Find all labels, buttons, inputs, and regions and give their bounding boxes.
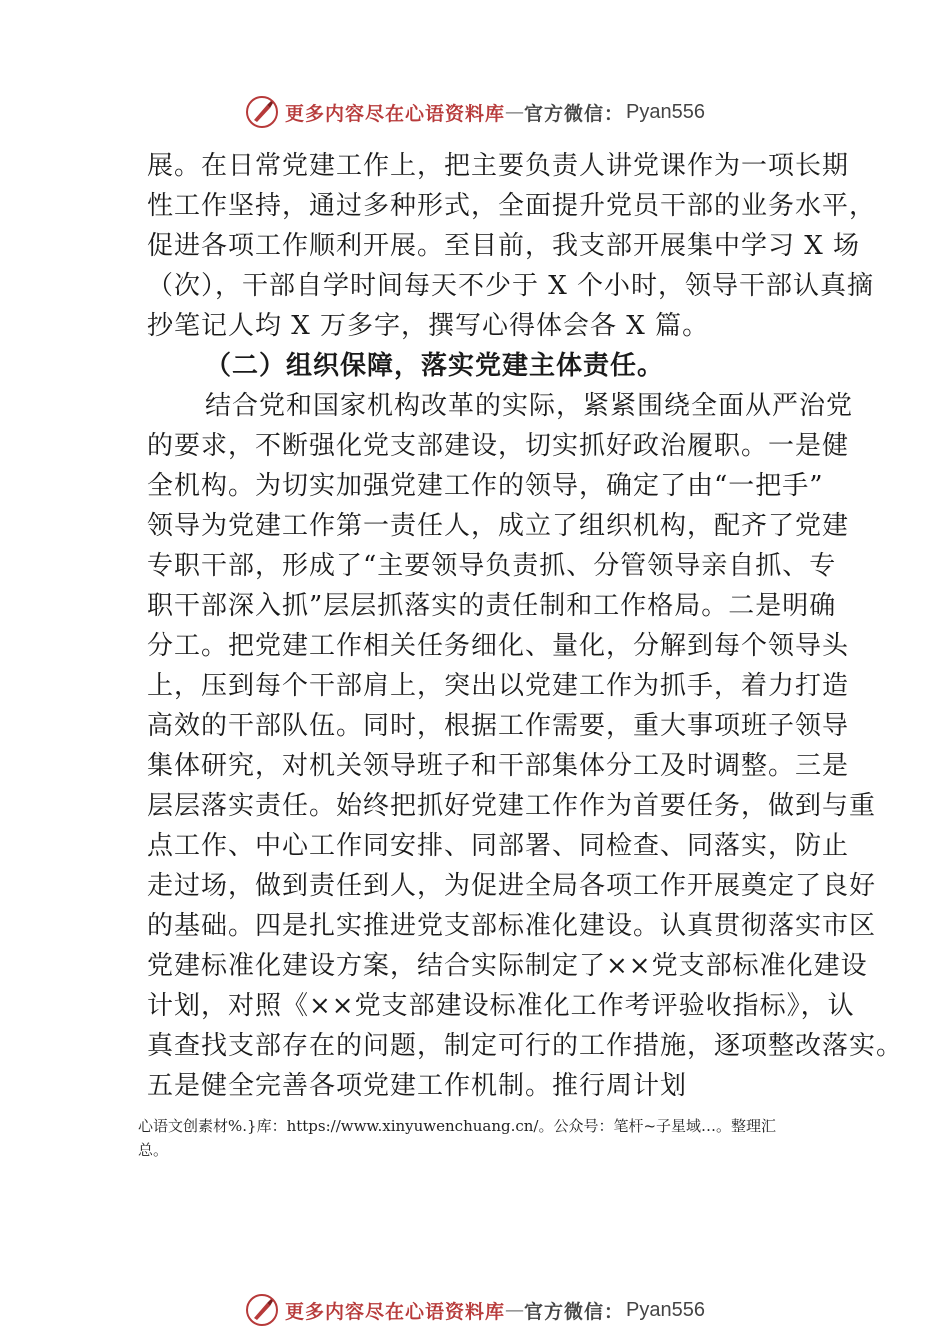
section-heading: （二）组织保障，落实党建主体责任。 [205, 351, 665, 381]
text-line: 计划，对照《××党支部建设标准化工作考评验收指标》，认 [147, 991, 855, 1021]
text-line: 高效的干部队伍。同时，根据工作需要，重大事项班子领导 [147, 711, 850, 741]
text-line: 专职干部，形成了“主要领导负责抓、分管领导亲自抓、专 [147, 551, 837, 581]
text-line: 展。在日常党建工作上，把主要负责人讲党课作为一项长期 [147, 151, 850, 181]
footer-banner [0, 1290, 950, 1330]
document-body [147, 146, 904, 1106]
text-line: 促进各项工作顺利开展。至目前，我支部开展集中学习 X 场 [147, 231, 861, 261]
footnote-line: 总。 [138, 1141, 169, 1159]
text-line: 的基础。四是扎实推进党支部标准化建设。认真贯彻落实市区 [147, 911, 877, 941]
text-line: 职干部深入抓”层层抓落实的责任制和工作格局。二是明确 [147, 591, 837, 621]
text-line: 的要求，不断强化党支部建设，切实抓好政治履职。一是健 [147, 431, 850, 461]
quill-pen-logo-icon [245, 95, 279, 129]
footnote-line: 心语文创素材%.}库：https://www.xinyuwenchuang.cn/。公众号：笔杆~子星域…。整理汇 [138, 1117, 777, 1135]
text-line: 性工作坚持，通过多种形式，全面提升党员干部的业务水平， [147, 191, 877, 221]
text-line: 领导为党建工作第一责任人，成立了组织机构，配齐了党建 [147, 511, 850, 541]
wechat-id: Pyan556 [626, 100, 705, 123]
text-line: 全机构。为切实加强党建工作的领导，确定了由“一把手” [147, 471, 824, 501]
text-line: 党建标准化建设方案，结合实际制定了××党支部标准化建设 [147, 951, 868, 981]
banner-dash: — [505, 1299, 525, 1321]
wechat-id: Pyan556 [626, 1298, 705, 1321]
text-line: 上，压到每个干部肩上，突出以党建工作为抓手，着力打造 [147, 671, 850, 701]
text-line: 五是健全完善各项党建工作机制。推行周计划 [147, 1071, 688, 1101]
banner-dash: — [505, 101, 525, 123]
source-footnote [138, 1114, 838, 1162]
text-line: （次），干部自学时间每天不少于 X 个小时，领导干部认真摘 [147, 271, 875, 301]
brand-text: 更多内容尽在心语资料库 [285, 1300, 506, 1323]
text-line: 抄笔记人均 X 万多字，撰写心得体会各 X 篇。 [147, 311, 710, 341]
wechat-label: 官方微信： [524, 1300, 625, 1323]
text-line: 结合党和国家机构改革的实际，紧紧围绕全面从严治党 [205, 391, 854, 421]
text-line: 分工。把党建工作相关任务细化、量化，分解到每个领导头 [147, 631, 850, 661]
quill-pen-logo-icon [245, 1293, 279, 1327]
text-line: 真查找支部存在的问题，制定可行的工作措施，逐项整改落实。 [147, 1031, 904, 1061]
text-line: 层层落实责任。始终把抓好党建工作作为首要任务，做到与重 [147, 791, 877, 821]
text-line: 集体研究，对机关领导班子和干部集体分工及时调整。三是 [147, 751, 850, 781]
header-banner [0, 92, 950, 132]
brand-text: 更多内容尽在心语资料库 [285, 102, 506, 125]
text-line: 走过场，做到责任到人，为促进全局各项工作开展奠定了良好 [147, 871, 877, 901]
text-line: 点工作、中心工作同安排、同部署、同检查、同落实，防止 [147, 831, 850, 861]
wechat-label: 官方微信： [524, 102, 625, 125]
